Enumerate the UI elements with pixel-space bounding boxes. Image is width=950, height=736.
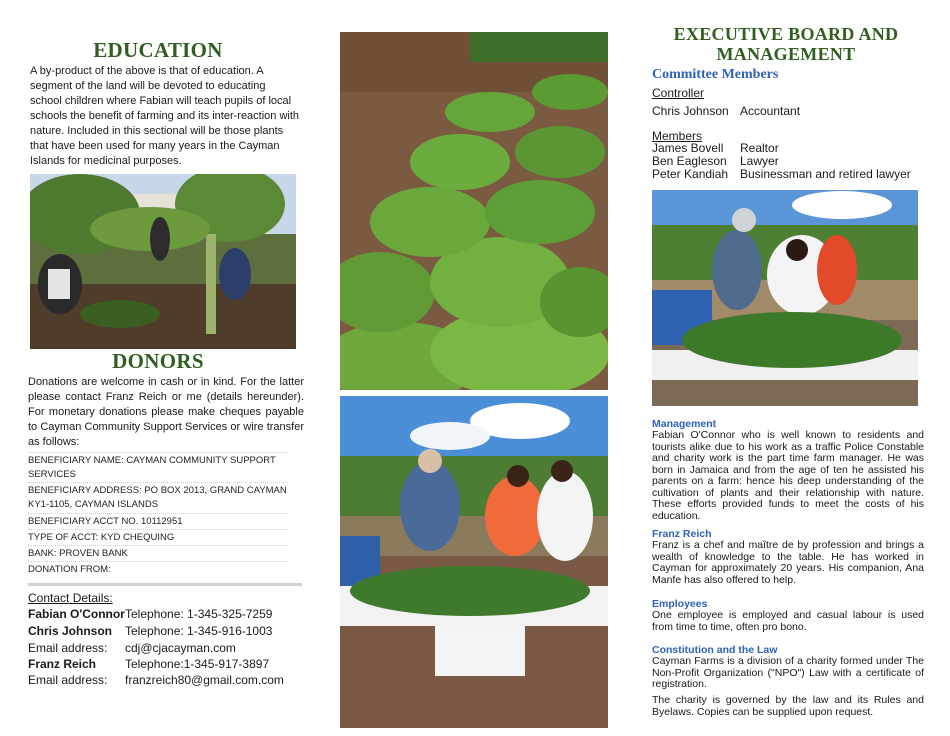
management-heading: Management (652, 418, 717, 430)
education-title: EDUCATION (93, 38, 223, 62)
constitution-text: Cayman Farms is a division of a charity formed under The Non-Profit Organization ("NPO") Law with a certificate of registration. (652, 655, 924, 690)
contact-email-link[interactable]: cdj@cjacayman.com (125, 641, 236, 655)
member-role: Realtor (740, 141, 779, 155)
contact-label: Email address: (28, 673, 108, 687)
management-text: Fabian O'Connor who is well known to residents and tourists alike due to his work as a traffic Police Constable and charity work is the part time farm manager. He was born in Jamaica and from the age of ten he assisted his parents on a farm: hence his deep understanding of the cultivation of plants and their relationship with nature. These efforts provided funds to meet the costs of his education. (652, 429, 924, 522)
contact-label: Fabian O'Connor (28, 607, 125, 621)
bank-name: BANK: PROVEN BANK (28, 548, 128, 559)
franz-reich-heading: Franz Reich (652, 528, 712, 540)
bank-beneficiary-name: BENEFICIARY NAME: CAYMAN COMMUNITY SUPPORT SERVICES (28, 455, 276, 480)
member-row (652, 168, 911, 181)
contact-label: Chris Johnson (28, 624, 113, 638)
photo-farm-workers (30, 174, 296, 349)
contact-row (28, 672, 284, 688)
members-label: Members (652, 129, 703, 143)
photo-team-at-table (652, 190, 918, 406)
contact-value: Telephone: 1-345-325-7259 (125, 607, 273, 621)
contact-email-link[interactable]: franzreich80@gmail.com.com (125, 673, 284, 687)
employees-text: One employee is employed and casual labour is used from time to time, often pro bono. (652, 609, 924, 633)
contact-row (28, 656, 269, 672)
donors-text: Donations are welcome in cash or in kind. For the latter please contact Franz Reich or me (details hereunder). For monetary donations please make cheques payable to Cayman Community Support Services or wire transfer as follows: (28, 376, 304, 448)
photo-bok-choy-rows (340, 32, 608, 390)
franz-reich-text: Franz is a chef and maître de by profession and brings a wealth of knowledge to the table. He has worked in Cayman for approximately 20 years. His companion, Ana Manfe has also offered to help. (652, 539, 924, 586)
photo-harvest-table (340, 396, 608, 728)
member-name: Ben Eagleson (652, 154, 727, 168)
donors-title: DONORS (112, 349, 204, 373)
bank-donation-from: DONATION FROM: (28, 564, 111, 575)
executive-board-title (648, 24, 924, 64)
constitution-text-2: The charity is governed by the law and its Rules and Byelaws. Copies can be supplied upon request. (652, 694, 924, 718)
contact-label: Email address: (28, 641, 108, 655)
contact-label: Franz Reich (28, 657, 97, 671)
contact-divider (28, 583, 302, 586)
member-role: Businessman and retired lawyer (740, 167, 911, 181)
committee-members-heading: Committee Members (652, 67, 779, 82)
constitution-heading: Constitution and the Law (652, 644, 778, 656)
member-role: Accountant (740, 104, 801, 118)
contact-value: Telephone: 1-345-916-1003 (125, 624, 273, 638)
bank-beneficiary-address: BENEFICIARY ADDRESS: PO BOX 2013, GRAND CAYMAN KY1-1105, CAYMAN ISLANDS (28, 485, 287, 510)
member-role: Lawyer (740, 154, 779, 168)
education-text: A by-product of the above is that of education. A segment of the land will be devoted to educating school children where Fabian will teach pupils of local schools the benefit of farming and its inter-reaction with nature. Included in this sectional will be those plants that have been used for many years in the Cayman Islands for medicinal purposes. (30, 65, 300, 167)
executive-board-title-line1: EXECUTIVE BOARD AND (673, 24, 899, 44)
bank-account-number: BENEFICIARY ACCT NO. 10112951 (28, 516, 183, 527)
bank-account-type: TYPE OF ACCT: KYD CHEQUING (28, 532, 175, 543)
contact-row (28, 640, 236, 656)
contact-row (28, 606, 272, 622)
contact-row (28, 623, 272, 639)
contact-value: Telephone:1-345-917-3897 (125, 657, 270, 671)
member-name: Peter Kandiah (652, 167, 729, 181)
contact-heading: Contact Details: (28, 591, 113, 605)
controller-row (652, 105, 800, 118)
member-name: James Bovell (652, 141, 724, 155)
employees-heading: Employees (652, 598, 708, 610)
executive-board-title-line2: MANAGEMENT (716, 44, 856, 64)
controller-label: Controller (652, 86, 705, 100)
member-name: Chris Johnson (652, 104, 729, 118)
